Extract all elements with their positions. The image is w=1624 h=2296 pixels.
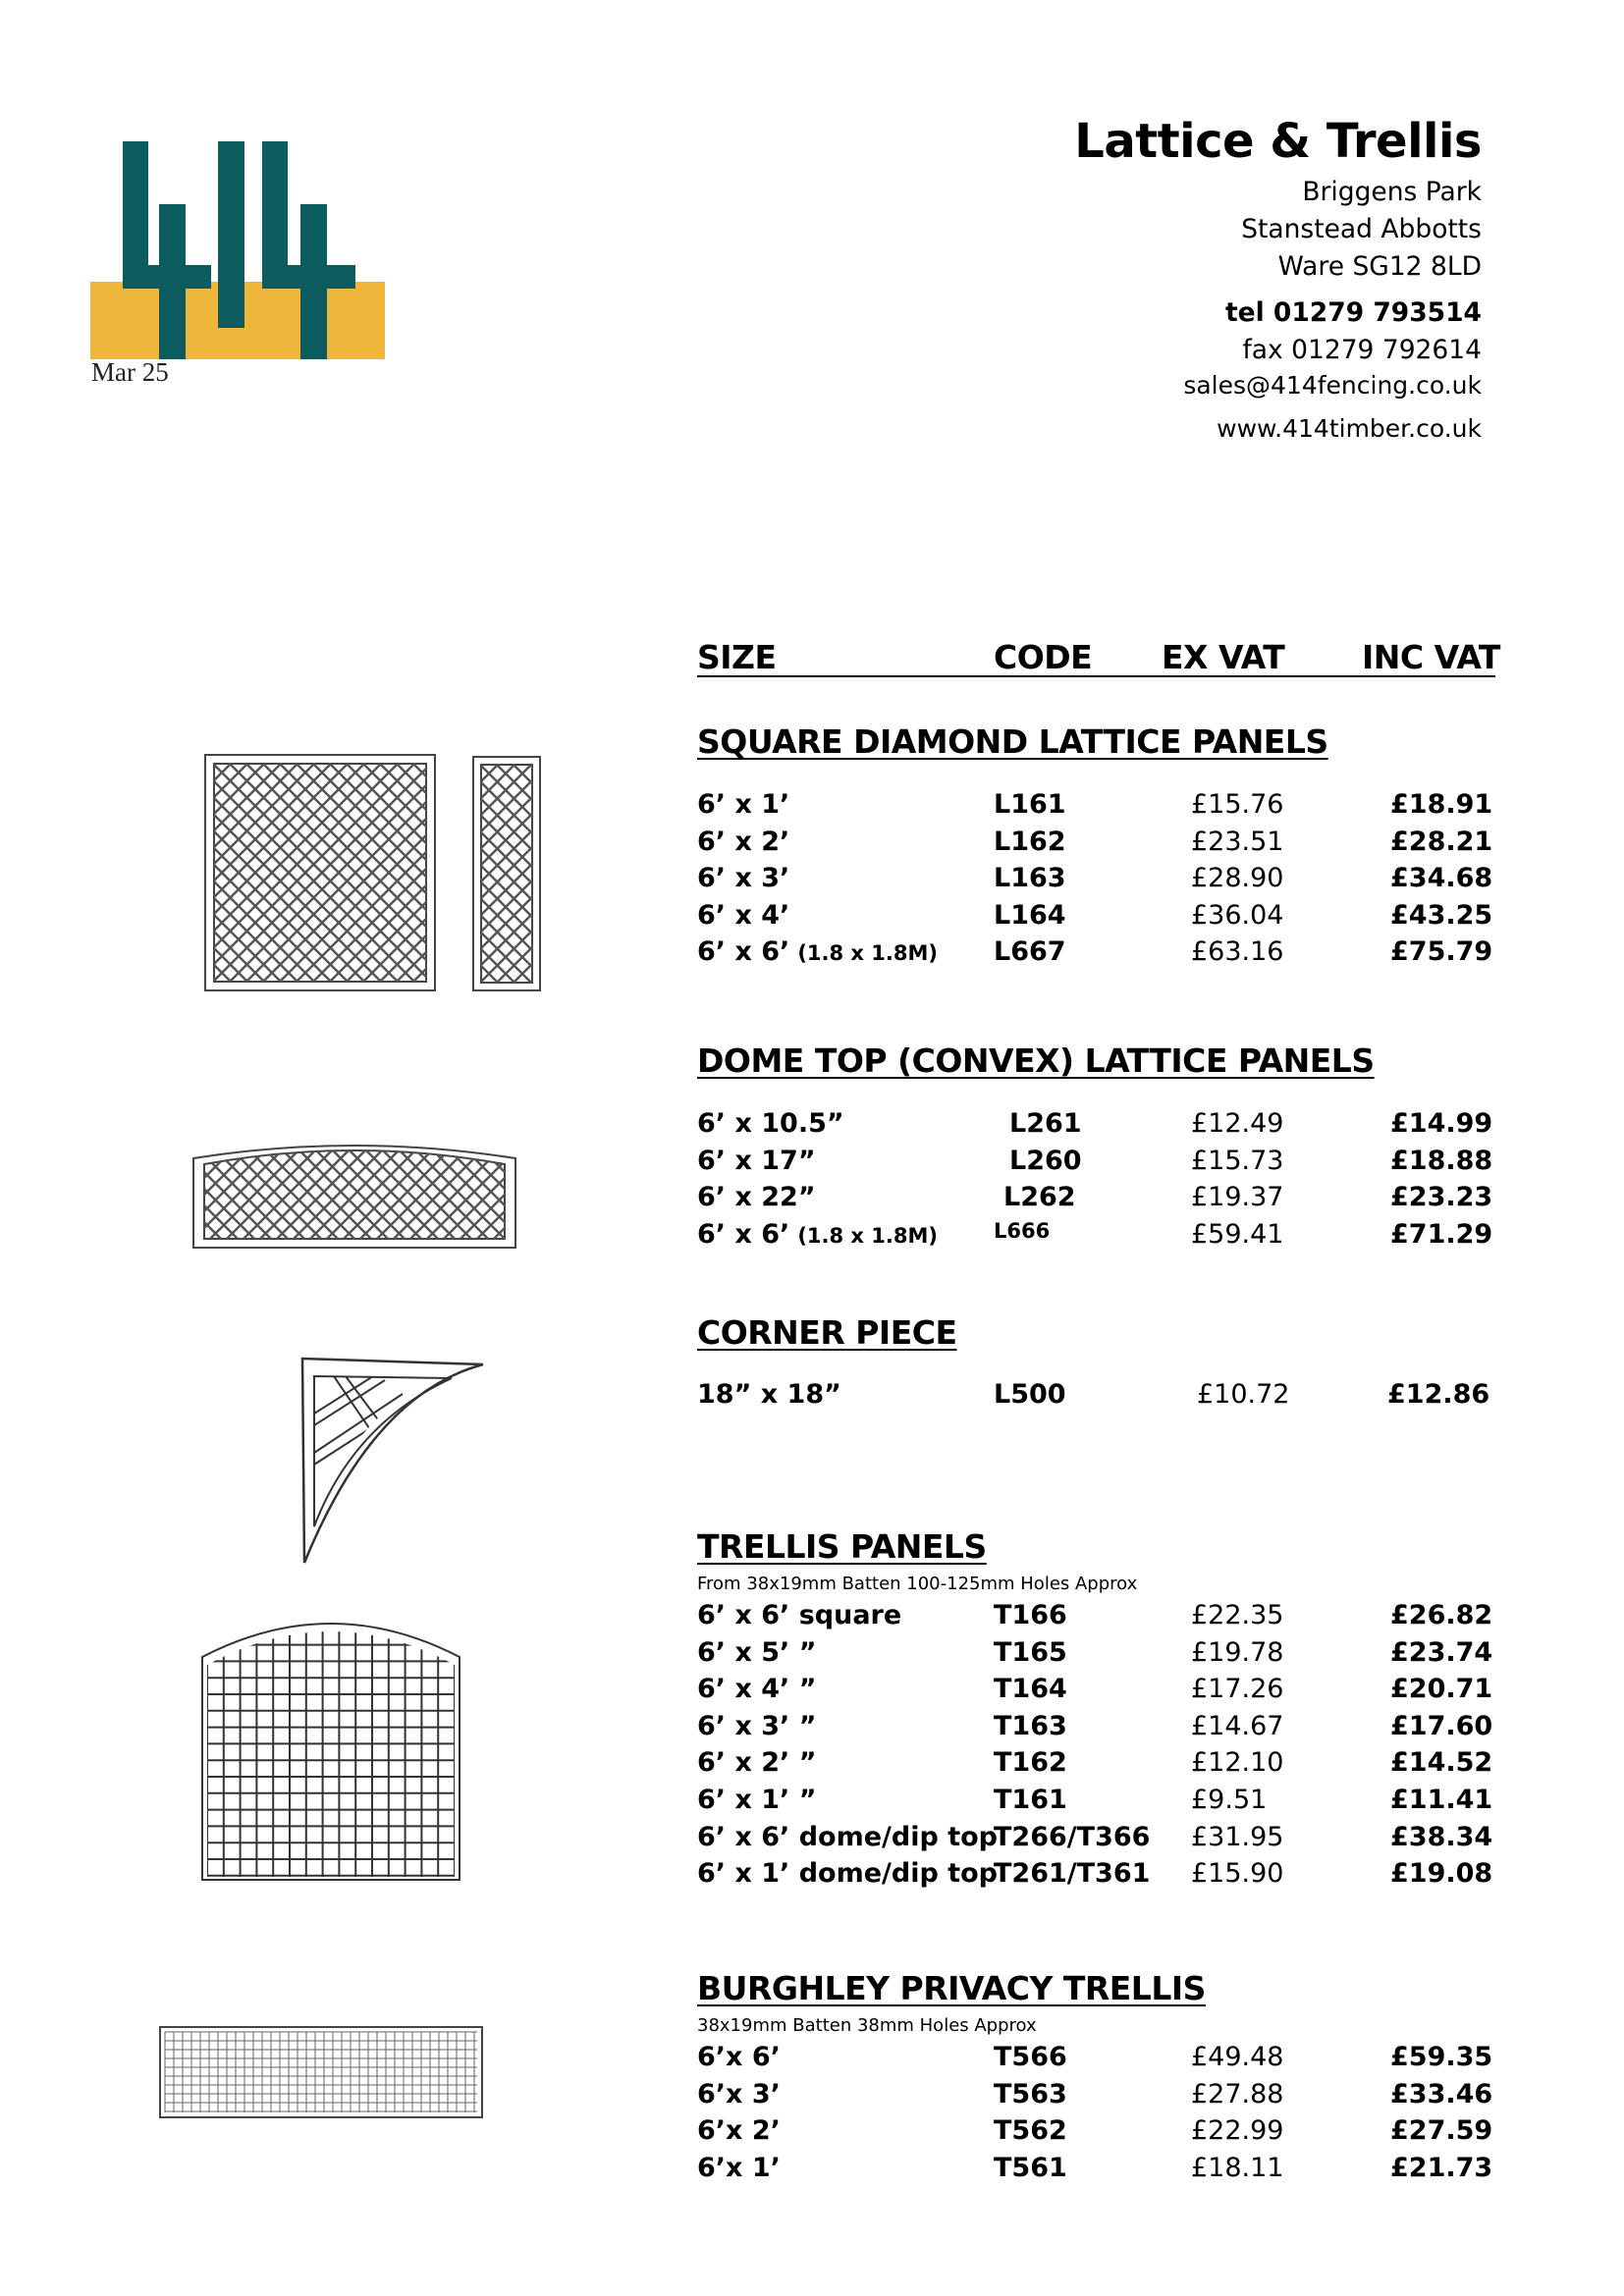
code-cell: L260 <box>1009 1145 1082 1176</box>
size-value: 6’ x 4’ <box>697 899 790 931</box>
size-value: 6’ x 2’ <box>697 826 790 857</box>
ex-vat-cell: £15.76 <box>1191 789 1284 820</box>
column-header-ex-vat: EX VAT <box>1162 638 1285 676</box>
code-cell: L500 <box>994 1379 1066 1410</box>
size-value: 6’x 3’ <box>697 2078 781 2109</box>
inc-vat-cell: £38.34 <box>1390 1821 1493 1852</box>
code-cell: L666 <box>994 1218 1051 1243</box>
size-note: (1.8 x 1.8M) <box>797 1223 938 1248</box>
section-title: TRELLIS PANELS <box>697 1527 987 1566</box>
ex-vat-cell: £63.16 <box>1191 936 1284 968</box>
size-value: 6’ x 6’ dome/dip top <box>697 1821 998 1852</box>
size-value: 6’ x 1’ <box>697 789 790 820</box>
company-logo <box>90 141 385 359</box>
size-cell <box>697 1219 938 1250</box>
ex-vat-cell: £12.10 <box>1191 1747 1284 1779</box>
inc-vat-cell: £23.74 <box>1390 1636 1493 1668</box>
ex-vat-cell: £22.99 <box>1191 2115 1284 2147</box>
column-header-inc-vat: INC VAT <box>1362 638 1500 676</box>
size-value: 6’ x 10.5” <box>697 1108 844 1139</box>
size-value: 6’x 1’ <box>697 2152 781 2183</box>
size-cell <box>697 2042 781 2072</box>
size-cell <box>697 1182 816 1212</box>
inc-vat-cell: £14.99 <box>1390 1108 1493 1139</box>
size-value: 18” x 18” <box>697 1379 841 1410</box>
size-cell <box>697 1747 816 1778</box>
price-row <box>0 1379 1624 1416</box>
inc-vat-cell: £33.46 <box>1390 2078 1493 2109</box>
size-value: 6’x 2’ <box>697 2115 781 2147</box>
size-cell <box>697 2079 781 2109</box>
size-value: 6’ x 17” <box>697 1145 816 1176</box>
section-title: SQUARE DIAMOND LATTICE PANELS <box>697 722 1328 761</box>
email-link[interactable]: sales@414fencing.co.uk <box>1183 371 1482 400</box>
size-cell <box>697 1785 816 1815</box>
size-cell <box>697 936 938 967</box>
size-value: 6’ x 2’ ” <box>697 1747 817 1779</box>
website-link[interactable]: www.414timber.co.uk <box>1217 414 1482 443</box>
code-cell: T561 <box>994 2152 1067 2183</box>
ex-vat-cell: £28.90 <box>1191 863 1284 894</box>
code-cell: T163 <box>994 1710 1067 1741</box>
price-row <box>0 2153 1624 2190</box>
inc-vat-cell: £34.68 <box>1390 863 1493 894</box>
size-cell <box>697 863 789 893</box>
inc-vat-cell: £43.25 <box>1390 899 1493 931</box>
size-note: (1.8 x 1.8M) <box>797 941 938 966</box>
inc-vat-cell: £17.60 <box>1390 1710 1493 1741</box>
section-note: 38x19mm Batten 38mm Holes Approx <box>697 2015 1037 2036</box>
size-cell <box>697 1379 841 1410</box>
size-cell <box>697 1674 816 1704</box>
ex-vat-cell: £49.48 <box>1191 2042 1284 2072</box>
trellis-panel-drawing <box>200 1606 461 1881</box>
section-title: CORNER PIECE <box>697 1313 957 1352</box>
code-cell: L162 <box>994 826 1066 857</box>
size-value: 6’x 6’ <box>697 2042 781 2072</box>
size-value: 6’ x 3’ ” <box>697 1710 817 1741</box>
code-cell: T161 <box>994 1785 1067 1815</box>
code-cell: T162 <box>994 1747 1067 1779</box>
address-line-2: Stanstead Abbotts <box>1241 214 1482 244</box>
inc-vat-cell: £11.41 <box>1390 1785 1493 1815</box>
inc-vat-cell: £23.23 <box>1390 1182 1493 1213</box>
code-cell: T261/T361 <box>994 1858 1151 1890</box>
size-cell <box>697 2153 781 2183</box>
inc-vat-cell: £20.71 <box>1390 1674 1493 1705</box>
ex-vat-cell: £18.11 <box>1191 2152 1284 2183</box>
section-note: From 38x19mm Batten 100-125mm Holes Approx <box>697 1574 1138 1594</box>
size-cell <box>697 1711 816 1741</box>
inc-vat-cell: £21.73 <box>1390 2152 1493 2183</box>
ex-vat-cell: £14.67 <box>1191 1710 1284 1741</box>
price-row <box>0 2115 1624 2153</box>
ex-vat-cell: £9.51 <box>1191 1785 1268 1815</box>
size-cell <box>697 1822 998 1852</box>
code-cell: T166 <box>994 1600 1067 1630</box>
size-value: 6’ x 6’ square <box>697 1600 902 1630</box>
size-cell <box>697 1637 816 1668</box>
inc-vat-cell: £18.91 <box>1390 789 1493 820</box>
ex-vat-cell: £19.37 <box>1191 1182 1284 1213</box>
inc-vat-cell: £12.86 <box>1387 1379 1490 1410</box>
ex-vat-cell: £17.26 <box>1191 1674 1284 1705</box>
section-title: BURGHLEY PRIVACY TRELLIS <box>697 1969 1206 2007</box>
code-cell: T563 <box>994 2078 1067 2109</box>
ex-vat-cell: £15.73 <box>1191 1145 1284 1176</box>
size-cell <box>697 1108 844 1139</box>
section-title: DOME TOP (CONVEX) LATTICE PANELS <box>697 1041 1375 1080</box>
size-cell <box>697 1146 816 1176</box>
fax: fax 01279 792614 <box>1242 335 1482 365</box>
telephone: tel 01279 793514 <box>1224 297 1482 328</box>
inc-vat-cell: £14.52 <box>1390 1747 1493 1779</box>
price-list-date: Mar 25 <box>91 357 169 387</box>
size-cell <box>697 789 789 820</box>
size-value: 6’ x 5’ ” <box>697 1636 817 1668</box>
ex-vat-cell: £23.51 <box>1191 826 1284 857</box>
ex-vat-cell: £36.04 <box>1191 899 1284 931</box>
narrow-lattice-panel-drawing <box>472 756 541 991</box>
size-cell <box>697 827 789 857</box>
inc-vat-cell: £59.35 <box>1390 2042 1493 2072</box>
size-cell <box>697 2115 781 2146</box>
ex-vat-cell: £10.72 <box>1197 1379 1290 1410</box>
inc-vat-cell: £19.08 <box>1390 1858 1493 1890</box>
ex-vat-cell: £12.49 <box>1191 1108 1284 1139</box>
size-value: 6’ x 6’ <box>697 936 790 968</box>
inc-vat-cell: £26.82 <box>1390 1600 1493 1630</box>
size-cell <box>697 1600 901 1630</box>
column-header-underline <box>697 675 1495 677</box>
code-cell: L161 <box>994 789 1066 820</box>
inc-vat-cell: £27.59 <box>1390 2115 1493 2147</box>
inc-vat-cell: £71.29 <box>1390 1218 1493 1250</box>
code-cell: T165 <box>994 1636 1067 1668</box>
ex-vat-cell: £27.88 <box>1191 2078 1284 2109</box>
burghley-privacy-trellis-drawing <box>159 2026 483 2118</box>
code-cell: L667 <box>994 936 1066 968</box>
code-cell: T566 <box>994 2042 1067 2072</box>
ex-vat-cell: £15.90 <box>1191 1858 1284 1890</box>
size-value: 6’ x 6’ <box>697 1218 790 1250</box>
column-header-code: CODE <box>994 638 1093 676</box>
column-header-size: SIZE <box>697 638 777 676</box>
corner-piece-drawing <box>295 1355 487 1567</box>
address-line-1: Briggens Park <box>1302 177 1482 207</box>
inc-vat-cell: £28.21 <box>1390 826 1493 857</box>
ex-vat-cell: £59.41 <box>1191 1218 1284 1250</box>
code-cell: T562 <box>994 2115 1067 2147</box>
ex-vat-cell: £22.35 <box>1191 1600 1284 1630</box>
ex-vat-cell: £31.95 <box>1191 1821 1284 1852</box>
size-cell <box>697 900 789 931</box>
size-value: 6’ x 22” <box>697 1182 816 1213</box>
size-cell <box>697 1858 998 1889</box>
code-cell: L262 <box>1003 1182 1076 1213</box>
address-line-3: Ware SG12 8LD <box>1277 251 1482 282</box>
code-cell: L164 <box>994 899 1066 931</box>
document-title: Lattice & Trellis <box>1074 114 1482 169</box>
code-cell: T164 <box>994 1674 1067 1705</box>
size-value: 6’ x 4’ ” <box>697 1674 817 1705</box>
inc-vat-cell: £75.79 <box>1390 936 1493 968</box>
size-value: 6’ x 1’ dome/dip top <box>697 1858 998 1890</box>
size-value: 6’ x 3’ <box>697 863 790 894</box>
price-row <box>0 1108 1624 1146</box>
code-cell: T266/T366 <box>994 1821 1151 1852</box>
code-cell: L261 <box>1009 1108 1082 1139</box>
dome-top-lattice-panel-drawing <box>192 1145 516 1249</box>
ex-vat-cell: £19.78 <box>1191 1636 1284 1668</box>
code-cell: L163 <box>994 863 1066 894</box>
size-value: 6’ x 1’ ” <box>697 1785 817 1815</box>
inc-vat-cell: £18.88 <box>1390 1145 1493 1176</box>
square-lattice-panel-drawing <box>204 754 436 991</box>
